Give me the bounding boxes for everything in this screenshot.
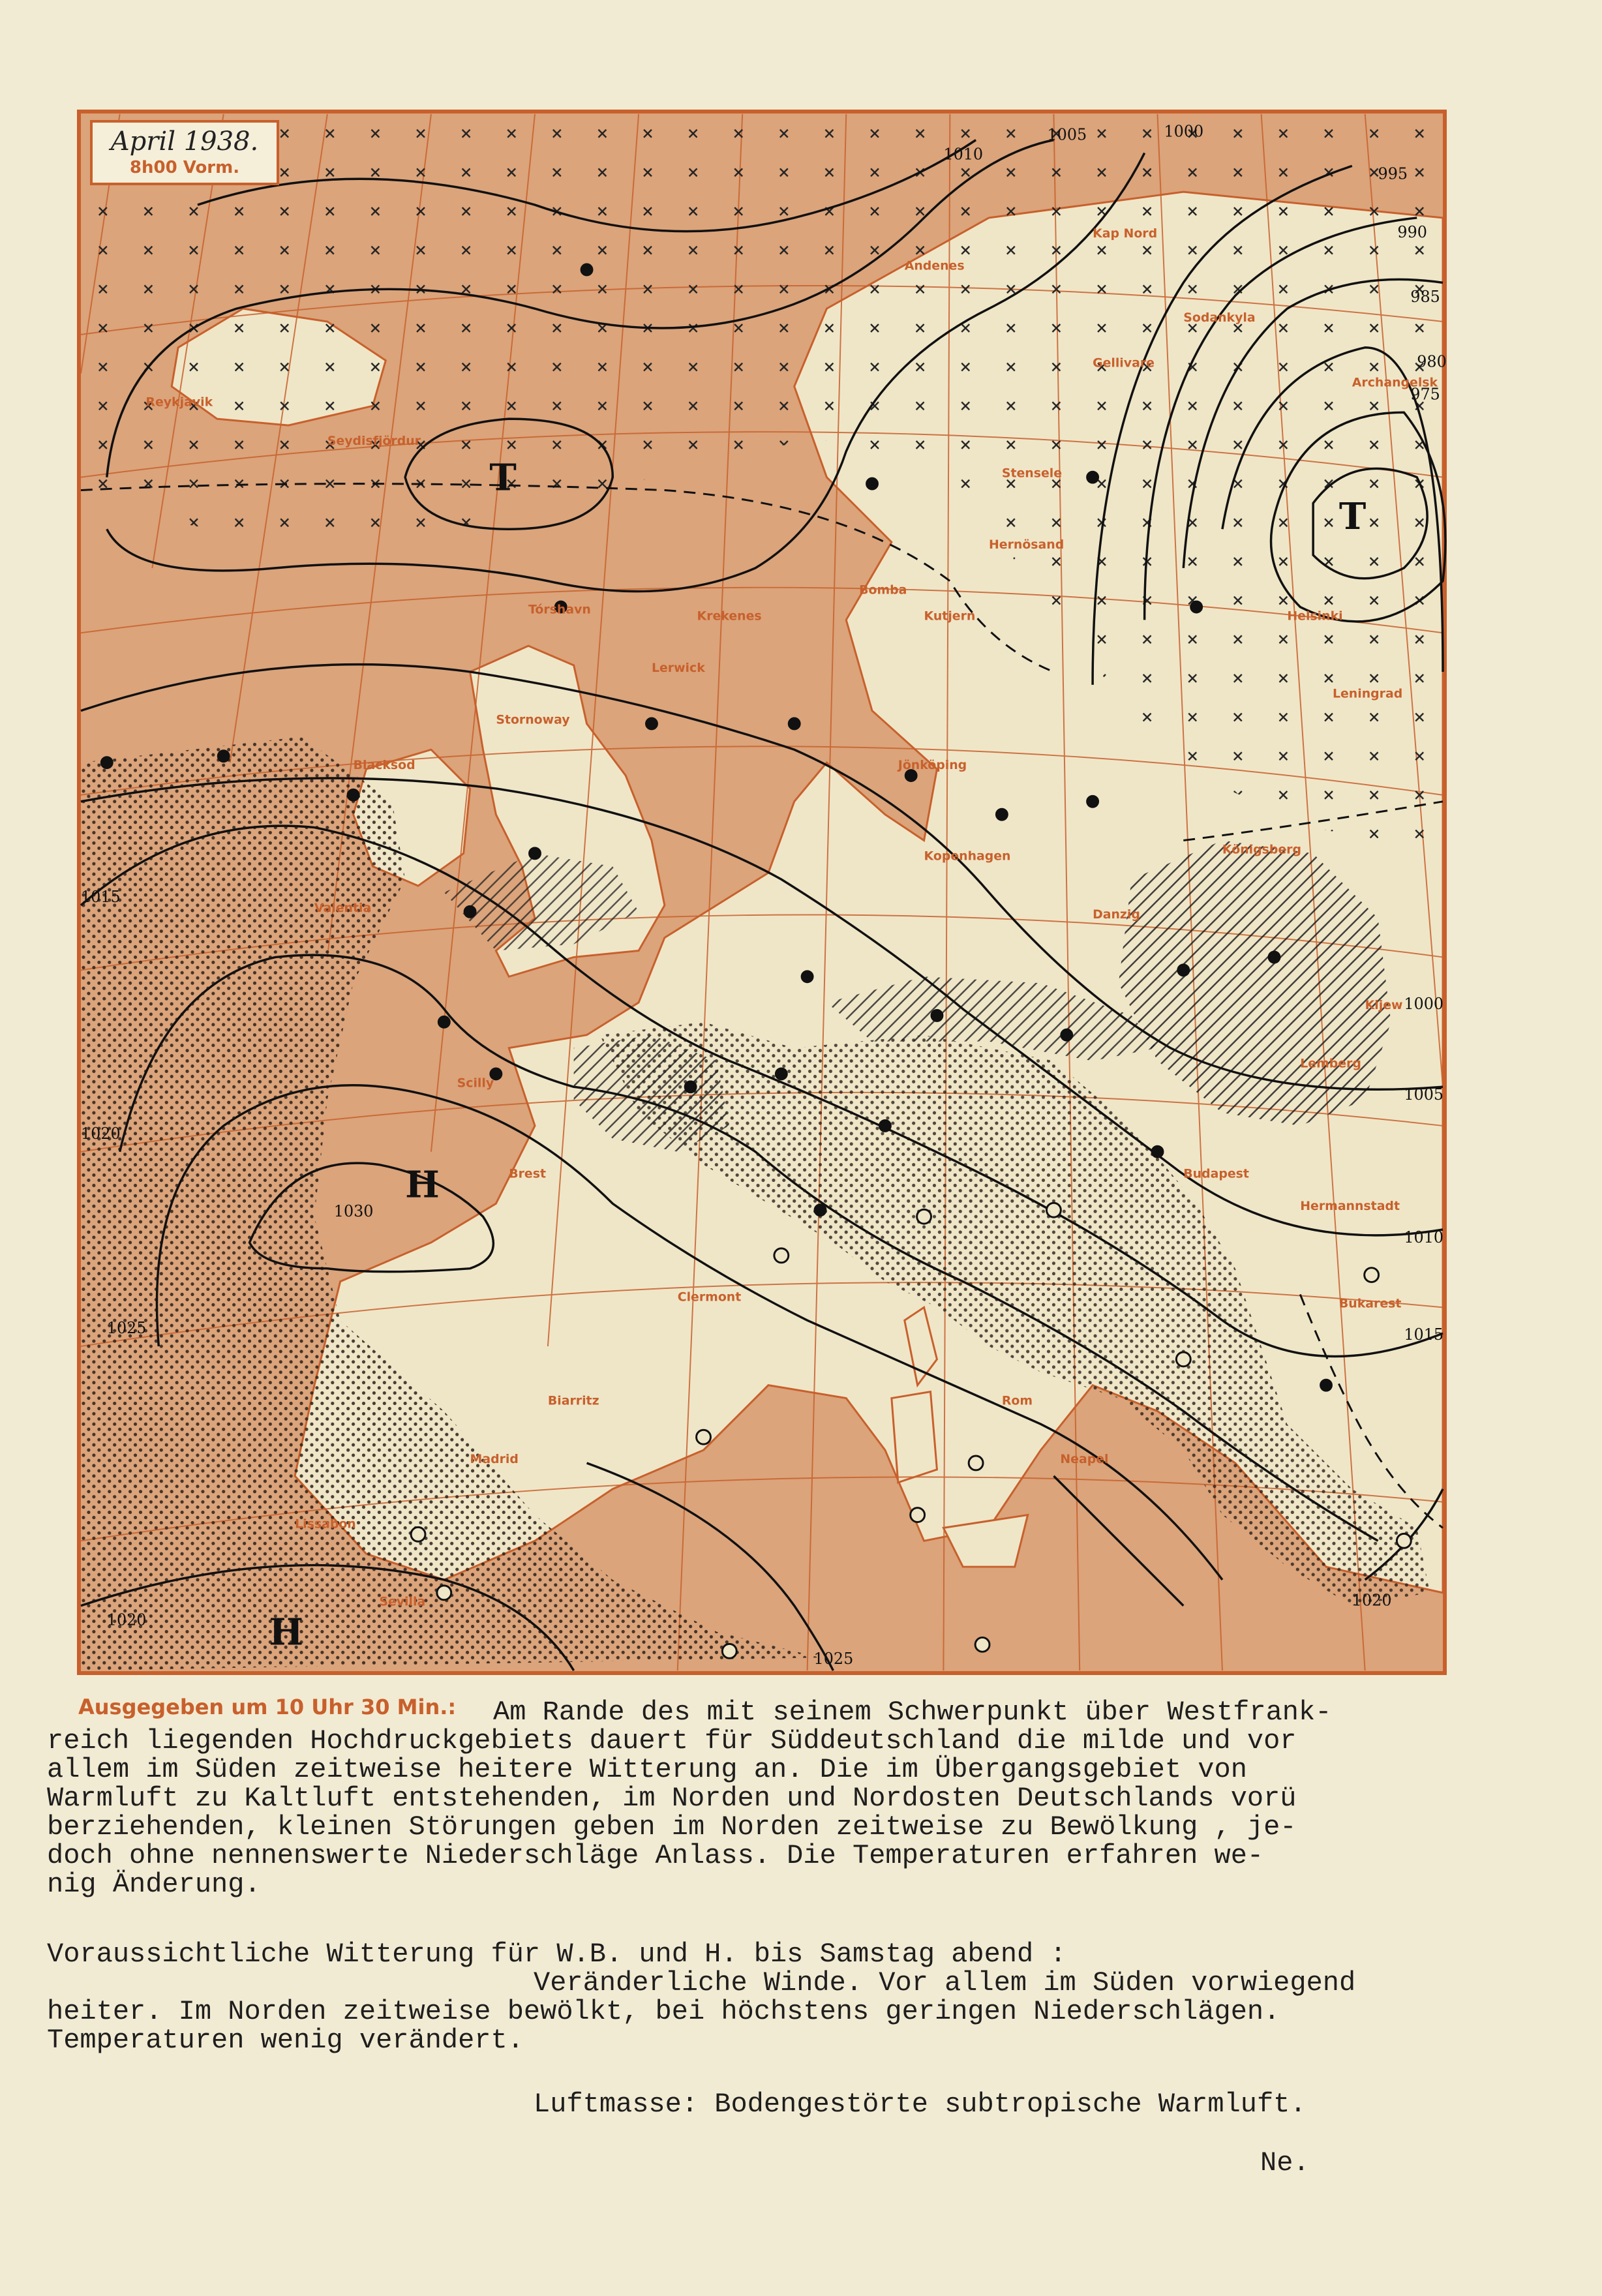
place-name: Seydisfjördur bbox=[327, 433, 421, 448]
station-marker bbox=[969, 1456, 983, 1470]
station-marker bbox=[1087, 472, 1098, 483]
station-marker bbox=[815, 1204, 826, 1216]
forecast-outlook-heading: Voraussichtliche Witterung für W.B. und H. bis Samstag abend : bbox=[47, 1939, 1066, 1970]
station-marker bbox=[697, 1430, 711, 1444]
station-marker bbox=[917, 1209, 931, 1224]
station-marker bbox=[789, 718, 800, 730]
high-pressure-symbol: H bbox=[405, 1164, 440, 1207]
station-marker bbox=[1087, 796, 1098, 808]
isobar-label: 1005 bbox=[1404, 1085, 1444, 1104]
station-marker bbox=[1190, 601, 1202, 613]
isobar-label: 1020 bbox=[81, 1124, 121, 1143]
forecast-paragraph-1: reich liegenden Hochdruckgebiets dauert für Süddeutschland die milde und vor allem im Süden zeitweise heitere Witterung an. Die im Übergangsgebiet von Warmluft zu Kaltluft entstehenden, im Norden und Nordosten Deutschlands vorü berziehenden, kleinen Störungen geben im Norden zeitweise zu Bewölkung , je- doch ohne nennenswerte Niederschläge Anlass. Die Temperaturen erfahren we- nig Änderung. bbox=[47, 1725, 1297, 1900]
map-date: April 1938. bbox=[110, 127, 259, 157]
place-name: Stornoway bbox=[496, 712, 570, 727]
place-name: Jönköping bbox=[898, 758, 967, 773]
place-name: Hernösand bbox=[988, 537, 1065, 552]
forecast-outlook-first-line: Veränderliche Winde. Vor allem im Süden vorwiegend bbox=[534, 1967, 1356, 1999]
station-marker bbox=[911, 1508, 925, 1522]
station-marker bbox=[879, 1120, 891, 1132]
station-marker bbox=[1176, 1352, 1190, 1367]
station-marker bbox=[101, 757, 113, 768]
place-name: Sevilla bbox=[379, 1594, 426, 1609]
high-pressure-symbol: H bbox=[269, 1611, 303, 1654]
place-name: Neapel bbox=[1060, 1451, 1109, 1466]
station-marker bbox=[975, 1637, 990, 1652]
isobar-label: 1015 bbox=[1404, 1325, 1444, 1344]
station-marker bbox=[776, 1068, 787, 1080]
place-name: Kap Nord bbox=[1093, 226, 1158, 241]
station-marker bbox=[722, 1644, 736, 1658]
isobar-label: 1010 bbox=[1404, 1228, 1444, 1246]
station-marker bbox=[438, 1016, 450, 1028]
station-marker bbox=[685, 1081, 697, 1093]
isobar-label: 1020 bbox=[106, 1610, 147, 1629]
signature: Ne. bbox=[1260, 2147, 1310, 2179]
place-name: Brest bbox=[509, 1166, 546, 1181]
low-pressure-symbol: T bbox=[489, 457, 517, 500]
place-name: Leningrad bbox=[1332, 686, 1403, 701]
station-marker bbox=[1365, 1268, 1379, 1282]
place-name: Tórshavn bbox=[528, 602, 591, 617]
place-name: Bomba bbox=[859, 582, 907, 597]
place-name: Sodankyla bbox=[1183, 310, 1256, 325]
place-name: Danzig bbox=[1093, 907, 1140, 922]
station-marker bbox=[802, 971, 813, 982]
place-name: Scilly bbox=[457, 1076, 494, 1091]
place-name: Rom bbox=[1001, 1393, 1033, 1408]
place-name: Stensele bbox=[1001, 466, 1063, 481]
place-name: Gellivare bbox=[1093, 355, 1155, 370]
weather-map-graphic bbox=[81, 113, 1447, 1671]
place-name: Königsberg bbox=[1222, 842, 1301, 857]
isobar-label: 980 bbox=[1417, 352, 1447, 371]
place-name: Valentia bbox=[314, 900, 372, 915]
airmass-line: Luftmasse: Bodengestörte subtropische Warmluft. bbox=[534, 2089, 1307, 2120]
station-marker bbox=[1046, 1203, 1061, 1217]
station-marker bbox=[866, 478, 878, 490]
place-name: Clermont bbox=[677, 1290, 742, 1305]
isobar-label: 1020 bbox=[1352, 1591, 1392, 1610]
station-marker bbox=[529, 847, 541, 859]
isobar-label: 990 bbox=[1397, 222, 1427, 241]
isobar-label: 1015 bbox=[81, 887, 121, 906]
station-marker bbox=[218, 750, 230, 762]
isobar-label: 1025 bbox=[813, 1650, 854, 1669]
station-marker bbox=[348, 789, 359, 801]
station-marker bbox=[1061, 1029, 1072, 1041]
isobar-label: 975 bbox=[1410, 385, 1440, 404]
isobar-label: 1000 bbox=[1164, 122, 1204, 141]
station-marker bbox=[1152, 1146, 1164, 1158]
issued-time-label: Ausgegeben um 10 Uhr 30 Min.: bbox=[78, 1695, 457, 1719]
place-name: Lissabon bbox=[295, 1517, 356, 1532]
map-time: 8h00 Vorm. bbox=[129, 158, 240, 177]
place-name: Bukarest bbox=[1338, 1296, 1402, 1311]
place-name: Kutjern bbox=[924, 609, 976, 624]
station-marker bbox=[411, 1527, 425, 1541]
isobar-label: 1010 bbox=[943, 145, 984, 164]
station-marker bbox=[464, 906, 476, 918]
station-marker bbox=[1397, 1533, 1411, 1548]
place-name: Biarritz bbox=[547, 1393, 599, 1408]
place-name: Kopenhagen bbox=[924, 849, 1011, 864]
forecast-paragraph-1-first-line: Am Rande des mit seinem Schwerpunkt über Westfrank- bbox=[493, 1697, 1332, 1728]
place-name: Blacksod bbox=[353, 758, 416, 773]
forecast-outlook-text: heiter. Im Norden zeitweise bewölkt, bei höchstens geringen Niederschlägen. Temperaturen wenig verändert. bbox=[47, 1996, 1280, 2056]
isobar-label: 995 bbox=[1378, 164, 1408, 183]
place-name: Helsinki bbox=[1287, 609, 1343, 624]
station-marker bbox=[646, 718, 657, 730]
isobar-label: 1025 bbox=[106, 1319, 147, 1338]
place-name: Andenes bbox=[904, 258, 965, 273]
place-name: Hermannstadt bbox=[1300, 1199, 1400, 1214]
low-pressure-symbol: T bbox=[1338, 496, 1367, 539]
place-name: Krekenes bbox=[697, 609, 762, 624]
place-name: Kijew bbox=[1365, 997, 1403, 1012]
place-name: Madrid bbox=[470, 1451, 519, 1466]
isobar-label: 1030 bbox=[333, 1202, 374, 1221]
station-marker bbox=[774, 1248, 789, 1263]
isobar-label: 1005 bbox=[1047, 125, 1087, 144]
land-sardinia bbox=[892, 1392, 937, 1483]
isobar-label: 1000 bbox=[1404, 994, 1444, 1013]
place-name: Reykjavik bbox=[145, 395, 213, 410]
station-marker bbox=[581, 264, 593, 276]
station-marker bbox=[1269, 951, 1280, 963]
place-name: Archangelsk bbox=[1352, 375, 1438, 390]
station-marker bbox=[931, 1010, 943, 1021]
weather-map bbox=[77, 110, 1447, 1675]
station-marker bbox=[437, 1586, 451, 1600]
station-marker bbox=[1177, 964, 1189, 976]
place-name: Lerwick bbox=[651, 660, 705, 675]
isobar-label: 985 bbox=[1410, 288, 1440, 307]
place-name: Lemberg bbox=[1300, 1056, 1361, 1071]
station-marker bbox=[1320, 1380, 1332, 1391]
station-marker bbox=[996, 809, 1008, 821]
map-date-box bbox=[90, 120, 279, 185]
place-name: Budapest bbox=[1183, 1166, 1249, 1181]
